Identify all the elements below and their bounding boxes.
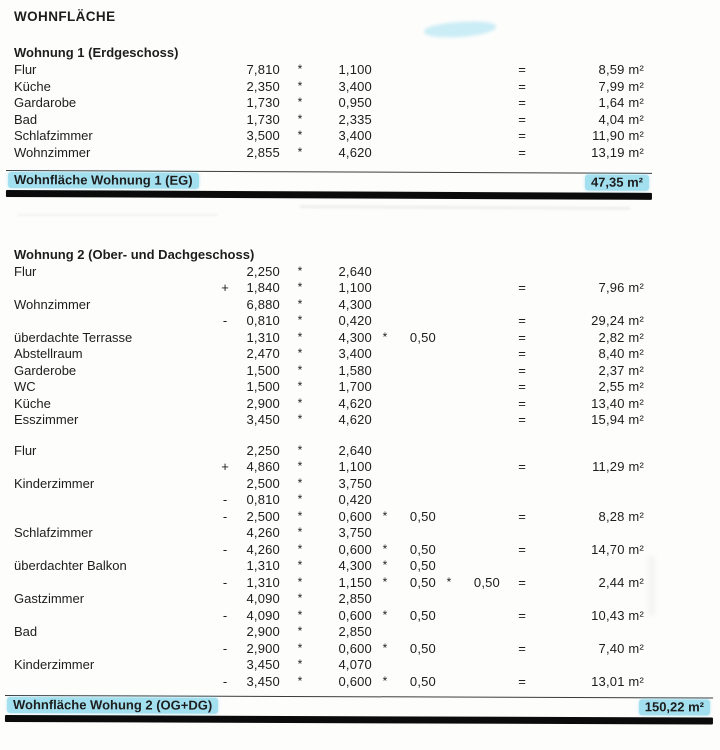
cell-eq: =: [518, 379, 526, 394]
cell-eq: =: [518, 313, 526, 328]
cell-sign: -: [222, 492, 228, 507]
cell-op1: *: [297, 640, 303, 655]
cell-n1: 1,500: [246, 379, 280, 394]
cell-sign: +: [221, 280, 229, 295]
section-title: Wohnung 1 (Erdgeschoss): [14, 45, 179, 60]
cell-n2: 1,100: [338, 62, 372, 77]
calc-row: [14, 591, 708, 608]
cell-label: Wohnzimmer: [14, 296, 91, 312]
cell-result: 8,40 m²: [598, 346, 644, 361]
cell-op3: *: [446, 574, 452, 589]
cell-eq: =: [518, 346, 526, 361]
cell-n2: 1,100: [338, 459, 372, 474]
cell-eq: =: [518, 362, 526, 378]
cell-label: Flur: [14, 442, 37, 458]
cell-n1: 2,900: [246, 640, 280, 656]
cell-label: Garderobe: [14, 362, 77, 378]
cell-n2: 2,335: [338, 111, 372, 127]
total-value: 47,35 m²: [585, 175, 649, 191]
cell-n2: 2,640: [338, 442, 372, 458]
cell-result: 15,94 m²: [591, 412, 644, 427]
cell-op1: *: [297, 591, 303, 605]
cell-op1: *: [297, 263, 303, 278]
cell-op1: *: [297, 412, 303, 426]
total-label: Wohnfläche Wohnung 1 (EG): [8, 172, 199, 189]
cell-n1: 4,090: [246, 591, 280, 606]
cell-n1: 1,500: [246, 362, 280, 378]
cell-eq: =: [518, 574, 526, 590]
calc-rows-wohnung-1: [14, 62, 708, 161]
cell-op1: *: [297, 673, 303, 688]
calc-row: [14, 363, 708, 380]
cell-n1: 2,470: [246, 346, 280, 361]
cell-n3: 0,50: [409, 640, 436, 656]
cell-op1: *: [297, 280, 303, 294]
cell-op1: *: [297, 492, 303, 506]
cell-op1: *: [297, 329, 303, 344]
cell-result: 4,04 m²: [598, 111, 644, 127]
cell-n1: 4,260: [246, 541, 280, 557]
cell-n2: 2,640: [338, 263, 372, 279]
cell-n3: 0,50: [409, 508, 436, 524]
cell-result: 11,90 m²: [592, 128, 644, 143]
calc-row: [14, 476, 708, 493]
calc-row: [14, 657, 708, 674]
cell-label: Esszimmer: [14, 412, 79, 427]
cell-n1: 4,260: [246, 525, 280, 540]
calc-row: [14, 509, 708, 526]
cell-n2: 0,600: [338, 673, 372, 689]
cell-eq: =: [518, 541, 526, 557]
calc-row: [14, 112, 708, 129]
cell-n3: 0,50: [409, 574, 436, 590]
cell-n2: 2,850: [338, 624, 372, 639]
cell-n2: 0,420: [338, 313, 372, 328]
cell-n1: 2,250: [246, 442, 280, 458]
cell-op2: *: [382, 607, 388, 622]
thick-rule: [5, 715, 713, 724]
cell-op2: *: [382, 673, 388, 688]
cell-sign: -: [222, 640, 228, 656]
cell-result: 7,99 m²: [598, 78, 644, 94]
cell-n2: 3,400: [338, 128, 372, 143]
calc-row: [14, 525, 708, 542]
cell-eq: =: [518, 128, 526, 143]
cell-n1: 1,310: [246, 574, 280, 590]
cell-n1: 2,500: [246, 475, 280, 491]
cell-n2: 0,600: [338, 640, 372, 656]
cell-n2: 3,400: [338, 78, 372, 94]
cell-n1: 3,450: [246, 673, 280, 689]
cell-label: Küche: [14, 395, 51, 411]
cell-n2: 4,620: [338, 412, 372, 427]
cell-n2: 1,700: [338, 379, 372, 394]
cell-n2: 4,300: [338, 558, 372, 573]
cell-op1: *: [297, 95, 303, 109]
cell-op2: *: [382, 541, 388, 556]
cell-n1: 2,500: [246, 508, 280, 524]
total-bar-wohnung-2: [5, 695, 713, 724]
cell-n2: 0,420: [338, 492, 372, 507]
cell-eq: =: [518, 62, 526, 77]
cell-sign: +: [221, 459, 229, 474]
cell-eq: =: [518, 508, 526, 524]
cell-label: Kinderzimmer: [14, 475, 95, 491]
cell-op1: *: [297, 574, 303, 589]
calc-row: [14, 492, 708, 509]
cell-n3: 0,50: [409, 558, 436, 573]
cell-eq: =: [518, 459, 526, 474]
cell-sign: -: [222, 313, 228, 328]
cell-label: Abstellraum: [14, 346, 83, 361]
cell-label: Flur: [14, 263, 37, 279]
scan-streak: [18, 214, 218, 216]
cell-op1: *: [297, 541, 303, 556]
cell-n2: 0,600: [338, 508, 372, 524]
cell-label: Gastzimmer: [14, 591, 85, 606]
cell-n1: 2,250: [246, 263, 280, 279]
cell-n1: 3,450: [246, 657, 280, 672]
calc-row: [14, 264, 708, 281]
calc-row: [14, 459, 708, 476]
cell-n1: 7,810: [246, 62, 280, 77]
total-bar-wohnung-1: [6, 170, 652, 199]
calc-row: [14, 346, 708, 363]
cell-result: 10,43 m²: [591, 607, 644, 623]
cell-eq: =: [518, 144, 526, 160]
calc-row: [14, 79, 708, 96]
cell-label: Kinderzimmer: [14, 657, 95, 672]
scan-streak: [300, 205, 630, 210]
cell-eq: =: [518, 395, 526, 411]
cell-label: Bad: [14, 111, 38, 127]
page-title: WOHNFLÄCHE: [14, 9, 116, 24]
cell-eq: =: [518, 329, 526, 345]
cell-n2: 4,620: [338, 395, 372, 411]
cell-result: 13,01 m²: [591, 673, 644, 689]
cell-op1: *: [297, 459, 303, 473]
cell-n2: 3,750: [338, 475, 372, 491]
cell-result: 7,96 m²: [598, 280, 644, 295]
cell-eq: =: [518, 640, 526, 656]
cell-result: 11,29 m²: [592, 459, 644, 474]
calc-rows-wohnung-2: [14, 264, 708, 691]
cell-n1: 2,900: [246, 624, 280, 639]
cell-op1: *: [297, 111, 303, 126]
cell-label: Gardarobe: [14, 95, 77, 110]
cell-n1: 4,090: [246, 607, 280, 623]
cell-n1: 2,350: [246, 78, 280, 94]
calc-row: [14, 330, 708, 347]
cell-n1: 1,730: [246, 111, 280, 127]
cell-n2: 4,070: [338, 657, 372, 672]
cell-op1: *: [297, 657, 303, 671]
calc-row: [14, 542, 708, 559]
cell-op1: *: [297, 395, 303, 410]
calc-row: [14, 412, 708, 429]
cell-n2: 0,600: [338, 607, 372, 623]
cell-result: 2,55 m²: [598, 379, 644, 394]
cell-eq: =: [518, 280, 526, 295]
calc-row: [14, 641, 708, 658]
cell-sign: -: [222, 508, 228, 524]
calc-row: [14, 396, 708, 413]
cell-sign: -: [222, 673, 228, 689]
cell-label: Schlafzimmer: [14, 128, 93, 143]
cell-result: 13,40 m²: [591, 395, 644, 411]
cell-n2: 3,750: [338, 525, 372, 540]
cell-sign: -: [222, 574, 228, 590]
cell-eq: =: [518, 95, 526, 110]
calc-row: [14, 297, 708, 314]
cell-op1: *: [297, 525, 303, 539]
cell-n1: 1,310: [246, 329, 280, 345]
cell-n1: 0,810: [246, 313, 280, 328]
cell-n1: 3,500: [246, 128, 280, 143]
cell-eq: =: [518, 111, 526, 127]
cell-op2: *: [382, 640, 388, 655]
calc-row: [14, 313, 708, 330]
cell-sign: -: [222, 607, 228, 623]
cell-result: 2,44 m²: [598, 574, 644, 590]
cell-n2: 4,620: [338, 144, 372, 160]
cell-result: 13,19 m²: [591, 144, 644, 160]
cell-label: Wohnzimmer: [14, 144, 91, 160]
cell-n2: 0,600: [338, 541, 372, 557]
calc-row: [14, 443, 708, 460]
cell-op1: *: [297, 607, 303, 622]
cell-n2: 4,300: [338, 296, 372, 312]
cell-result: 1,64 m²: [598, 95, 644, 110]
cell-result: 8,59 m²: [598, 62, 644, 77]
cell-op1: *: [297, 362, 303, 377]
calc-row: [14, 624, 708, 641]
cell-result: 7,40 m²: [598, 640, 644, 656]
section-wohnung-2: [14, 247, 708, 722]
cell-n3: 0,50: [409, 673, 436, 689]
calc-row: [14, 62, 708, 79]
cell-n2: 1,150: [338, 574, 372, 590]
cell-op2: *: [382, 508, 388, 523]
calc-row: [14, 280, 708, 297]
cell-label: überdachter Balkon: [14, 558, 127, 573]
cell-result: 29,24 m²: [591, 313, 644, 328]
cell-n1: 2,855: [246, 144, 280, 160]
section-title: Wohnung 2 (Ober- und Dachgeschoss): [14, 246, 255, 262]
calc-row: [14, 674, 708, 691]
cell-n1: 2,900: [246, 395, 280, 411]
spacer-row: [14, 429, 708, 443]
cell-op2: *: [382, 558, 388, 572]
cell-op1: *: [297, 128, 303, 142]
cell-op1: *: [297, 475, 303, 490]
cell-label: WC: [14, 379, 36, 394]
cell-op2: *: [382, 329, 388, 344]
cell-n2: 3,400: [338, 346, 372, 361]
cell-n1: 6,880: [246, 296, 280, 312]
calc-row: [14, 575, 708, 592]
cell-eq: =: [518, 78, 526, 94]
calc-row: [14, 145, 708, 162]
cell-n2: 4,300: [338, 329, 372, 345]
total-value: 150,22 m²: [639, 699, 710, 715]
cell-n1: 3,450: [246, 412, 280, 427]
cell-n1: 0,810: [246, 492, 280, 507]
cell-result: 2,37 m²: [598, 362, 644, 378]
cell-eq: =: [518, 412, 526, 427]
cell-n2: 1,100: [338, 280, 372, 295]
cell-op1: *: [297, 313, 303, 327]
cell-n3: 0,50: [409, 329, 436, 345]
calc-row: [14, 558, 708, 575]
cell-label: Schlafzimmer: [14, 525, 93, 540]
cell-label: Bad: [14, 624, 38, 639]
cell-n4: 0,50: [473, 574, 500, 590]
cell-op1: *: [297, 558, 303, 572]
cell-op1: *: [297, 62, 303, 76]
cell-op1: *: [297, 624, 303, 638]
cell-eq: =: [518, 673, 526, 689]
cell-sign: -: [222, 541, 228, 557]
cell-op1: *: [297, 442, 303, 457]
cell-result: 14,70 m²: [591, 541, 644, 557]
cell-n2: 2,850: [338, 591, 372, 606]
cell-n1: 1,730: [246, 95, 280, 110]
cell-n2: 0,950: [338, 95, 372, 110]
cell-op1: *: [297, 78, 303, 93]
cell-op1: *: [297, 346, 303, 360]
cell-op1: *: [297, 144, 303, 159]
cell-label: Küche: [14, 78, 51, 94]
cell-result: 8,28 m²: [598, 508, 644, 524]
cell-n1: 1,840: [246, 280, 280, 295]
cell-n3: 0,50: [409, 607, 436, 623]
cell-n2: 1,580: [338, 362, 372, 378]
calc-row: [14, 608, 708, 625]
cell-result: 2,82 m²: [598, 329, 644, 345]
cell-n1: 1,310: [246, 558, 280, 573]
cell-eq: =: [518, 607, 526, 623]
calc-row: [14, 95, 708, 112]
calc-row: [14, 128, 708, 145]
cell-label: Flur: [14, 62, 37, 77]
calc-row: [14, 379, 708, 396]
cell-op1: *: [297, 508, 303, 523]
total-row: [5, 696, 713, 717]
cell-op1: *: [297, 296, 303, 311]
cell-op1: *: [297, 379, 303, 393]
cell-op2: *: [382, 574, 388, 589]
cell-n1: 4,860: [246, 459, 280, 474]
cell-label: überdachte Terrasse: [14, 329, 133, 345]
section-wohnung-1: [14, 45, 708, 197]
total-label: Wohnfläche Wohung 2 (OG+DG): [7, 697, 218, 714]
cell-n3: 0,50: [409, 541, 436, 557]
scan-streak: [648, 556, 655, 616]
